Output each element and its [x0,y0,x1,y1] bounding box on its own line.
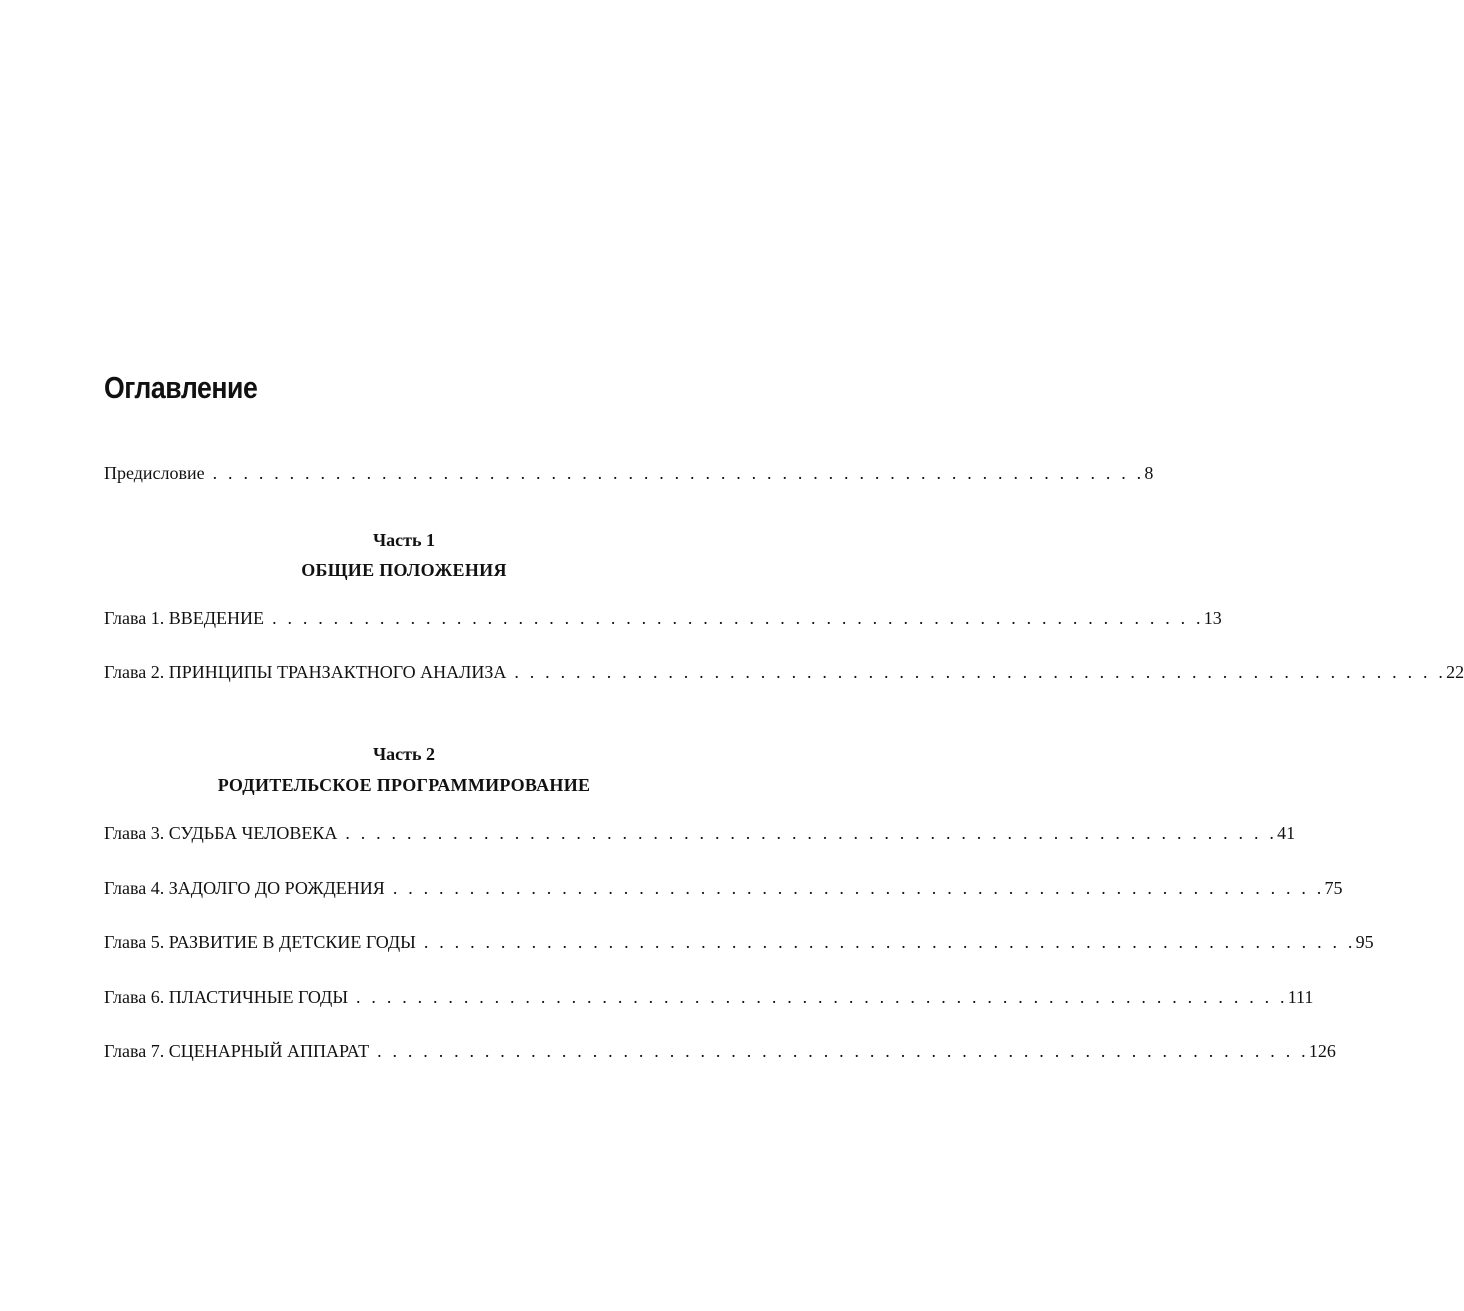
dot-leader: . . . . . . . . . . . . . . . . . . . . . . . . . . . . . . . . . . . . . . . . . . . . . . . . . . . . . . . . . . . . . [514,662,1447,682]
dot-leader: . . . . . . . . . . . . . . . . . . . . . . . . . . . . . . . . . . . . . . . . . . . . . . . . . . . . . . . . . . . . . [377,1041,1309,1061]
dot-leader: . . . . . . . . . . . . . . . . . . . . . . . . . . . . . . . . . . . . . . . . . . . . . . . . . . . . . . . . . . . . . [423,932,1356,952]
entry-label: Глава 3. СУДЬБА ЧЕЛОВЕКА [104,823,338,843]
entry-label: Глава 4. ЗАДОЛГО ДО РОЖДЕНИЯ [104,878,385,898]
entry-page-number: 8 [1144,463,1154,483]
entry-label: Глава 2. ПРИНЦИПЫ ТРАНЗАКТНОГО АНАЛИЗА [104,662,507,682]
entry-page-number: 111 [1287,987,1314,1007]
part-1-label: Часть 1 [372,530,436,550]
entry-label: Глава 7. СЦЕНАРНЫЙ АППАРАТ [104,1041,370,1061]
part-2-label: Часть 2 [372,744,436,764]
entry-label: Глава 5. РАЗВИТИЕ В ДЕТСКИЕ ГОДЫ [104,932,416,952]
entry-page-number: 41 [1277,823,1296,843]
entry-page-number: 13 [1203,608,1222,628]
dot-leader: . . . . . . . . . . . . . . . . . . . . . . . . . . . . . . . . . . . . . . . . . . . . . . . . . . . . . . . . . . . . . [272,608,1204,628]
toc-entry-chapter-7[interactable] [104,1039,1336,1063]
dot-leader: . . . . . . . . . . . . . . . . . . . . . . . . . . . . . . . . . . . . . . . . . . . . . . . . . . . . . . . . . . . . . [392,878,1325,898]
toc-entry-preface[interactable] [104,461,1154,485]
entry-page-number: 95 [1355,932,1374,952]
toc-entry-chapter-2[interactable] [104,660,1464,684]
entry-label: Глава 1. ВВЕДЕНИЕ [104,608,265,628]
dot-leader: . . . . . . . . . . . . . . . . . . . . . . . . . . . . . . . . . . . . . . . . . . . . . . . . . . . . . . . . . . . . . [212,463,1145,483]
toc-entry-chapter-5[interactable] [104,930,1374,954]
toc-entry-chapter-3[interactable] [104,821,1296,845]
entry-page-number: 126 [1308,1041,1336,1061]
entry-label: Глава 6. ПЛАСТИЧНЫЕ ГОДЫ [104,987,349,1007]
entry-label: Предисловие [104,463,205,483]
part-2-title: РОДИТЕЛЬСКОЕ ПРОГРАММИРОВАНИЕ [217,775,591,795]
entry-page-number: 22 [1446,662,1464,682]
toc-entry-chapter-4[interactable] [104,876,1343,900]
dot-leader: . . . . . . . . . . . . . . . . . . . . . . . . . . . . . . . . . . . . . . . . . . . . . . . . . . . . . . . . . . . . . [345,823,1278,843]
part-1-title: ОБЩИЕ ПОЛОЖЕНИЯ [301,560,507,580]
dot-leader: . . . . . . . . . . . . . . . . . . . . . . . . . . . . . . . . . . . . . . . . . . . . . . . . . . . . . . . . . . . . . [356,987,1288,1007]
toc-entry-chapter-1[interactable] [104,606,1222,630]
entry-page-number: 75 [1324,878,1343,898]
toc-heading: Оглавление [104,370,258,405]
toc-entry-chapter-6[interactable] [104,985,1314,1009]
